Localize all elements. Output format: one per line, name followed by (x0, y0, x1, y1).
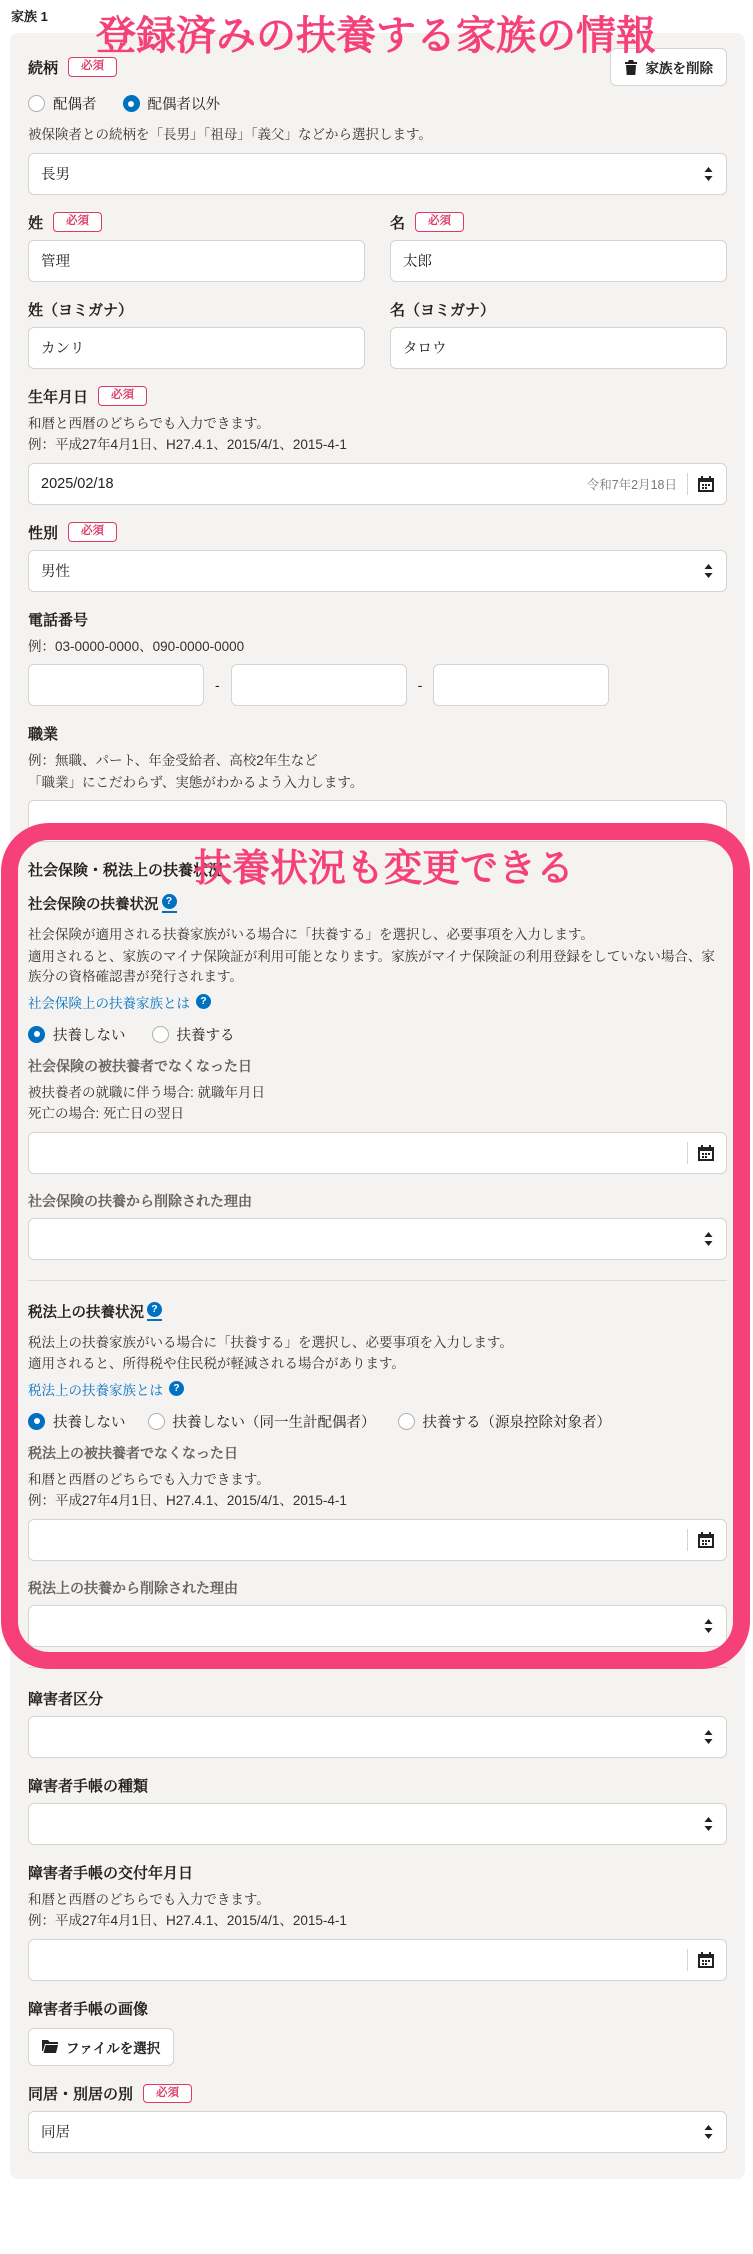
birth-date-label: 生年月日 (28, 388, 89, 406)
gender-field (28, 522, 727, 592)
disability-cert-date-help1: 和暦と西暦のどちらでも入力できます。 (28, 1891, 270, 1907)
radio-circle (152, 1026, 169, 1043)
tax-removal-reason-label: 税法上の扶養から削除された理由 (28, 1579, 238, 1596)
last-name-kana-input[interactable] (28, 327, 365, 369)
question-icon: ? (196, 994, 211, 1009)
occupation-field (28, 723, 727, 842)
radio-circle-checked (28, 1413, 45, 1430)
occupation-help2: 「職業」にこだわらず、実態がわかるよう入力します。 (28, 774, 364, 790)
calendar-icon[interactable] (698, 476, 714, 492)
phone-help: 例：03-0000-0000、090-0000-0000 (28, 638, 245, 654)
updown-icon (703, 1232, 714, 1246)
birth-date-field (28, 386, 727, 505)
radio-non-spouse[interactable]: 配偶者以外 (123, 93, 221, 114)
social-help1: 社会保険が適用される扶養家族がいる場合に「扶養する」を選択し、必要事項を入力します。 (28, 927, 594, 943)
gender-select[interactable]: 男性 (28, 550, 727, 592)
relationship-field (28, 48, 727, 195)
tax-status-label: 税法上の扶養状況 ? (28, 1301, 727, 1322)
radio-tax-yes[interactable]: 扶養する（源泉控除対象者） (398, 1411, 612, 1432)
phone-input-3[interactable] (433, 664, 609, 706)
updown-icon (703, 564, 714, 578)
family-section-heading: 家族 1 (11, 9, 48, 24)
disability-cert-image-label: 障害者手帳の画像 (28, 2000, 149, 2018)
social-removal-reason-select[interactable] (28, 1218, 727, 1260)
wareki-date-text: 令和7年2月18日 (586, 477, 677, 492)
tax-dependents-link[interactable]: 税法上の扶養家族とは ? (28, 1379, 727, 1399)
section-divider (28, 1280, 727, 1281)
disability-cert-type-label: 障害者手帳の種類 (28, 1777, 149, 1795)
radio-circle (398, 1413, 415, 1430)
tax-end-date-label: 税法上の被扶養者でなくなった日 (28, 1444, 238, 1461)
social-removal-reason-label: 社会保険の扶養から削除された理由 (28, 1192, 252, 1209)
disability-class-field (28, 1688, 727, 1758)
tax-radio-group (28, 1411, 727, 1432)
radio-tax-no-spouse[interactable]: 扶養しない（同一生計配偶者） (148, 1411, 376, 1432)
tax-end-date-help2: 例：平成27年4月1日、H27.4.1、2015/4/1、2015-4-1 (28, 1493, 347, 1509)
tax-help2: 適用されると、所得税や住民税が軽減される場合があります。 (28, 1356, 405, 1372)
tax-end-date-help1: 和暦と西暦のどちらでも入力できます。 (28, 1471, 270, 1487)
social-end-date-label: 社会保険の被扶養者でなくなった日 (28, 1057, 252, 1074)
disability-class-select[interactable] (28, 1716, 727, 1758)
question-icon: ? (169, 1381, 184, 1396)
social-removal-reason-field (28, 1191, 727, 1260)
birth-date-input[interactable]: 2025/02/18 令和7年2月18日 (28, 463, 727, 505)
social-radio-group (28, 1024, 727, 1045)
tax-end-date-input[interactable] (28, 1519, 727, 1561)
select-file-button[interactable]: ファイルを選択 (28, 2028, 174, 2066)
disability-cert-date-help2: 例：平成27年4月1日、H27.4.1、2015/4/1、2015-4-1 (28, 1913, 347, 1929)
social-insurance-status-label: 社会保険の扶養状況 ? (28, 893, 727, 914)
required-badge: 必須 (68, 57, 117, 77)
living-status-label: 同居・別居の別 (28, 2085, 134, 2103)
living-status-select[interactable]: 同居 (28, 2111, 727, 2153)
dependency-section-title: 社会保険・税法上の扶養状況 (28, 862, 224, 880)
disability-cert-type-select[interactable] (28, 1803, 727, 1845)
radio-circle (148, 1413, 165, 1430)
required-badge: 必須 (415, 212, 464, 232)
disability-cert-date-input[interactable] (28, 1939, 727, 1981)
first-name-kana-input[interactable] (390, 327, 727, 369)
disability-cert-image-field (28, 1998, 727, 2066)
trash-icon (624, 60, 638, 75)
tax-removal-reason-field (28, 1578, 727, 1647)
calendar-icon[interactable] (698, 1952, 714, 1968)
gender-label: 性別 (28, 524, 59, 542)
kana-fields (28, 299, 727, 369)
first-name-kana-label: 名（ヨミガナ） (390, 301, 496, 319)
occupation-input[interactable] (28, 800, 727, 842)
social-end-date-help1: 被扶養者の就職に伴う場合: 就職年月日 (28, 1084, 266, 1100)
radio-social-no[interactable]: 扶養しない (28, 1024, 126, 1045)
occupation-help1: 例：無職、パート、年金受給者、高校2年生など (28, 753, 318, 769)
required-badge: 必須 (98, 386, 147, 406)
updown-icon (703, 1817, 714, 1831)
tax-removal-reason-select[interactable] (28, 1605, 727, 1647)
question-icon[interactable]: ? (162, 894, 177, 909)
radio-circle-checked (28, 1026, 45, 1043)
tax-help1: 税法上の扶養家族がいる場合に「扶養する」を選択し、必要事項を入力します。 (28, 1334, 513, 1350)
folder-icon (42, 2040, 58, 2053)
annotation-registered-family-info: 登録済みの扶養する家族の情報 (96, 14, 656, 58)
question-icon[interactable]: ? (147, 1302, 162, 1317)
updown-icon (703, 1730, 714, 1744)
phone-input-2[interactable] (231, 664, 407, 706)
social-dependents-link[interactable]: 社会保険上の扶養家族とは ? (28, 992, 727, 1012)
updown-icon (703, 2125, 714, 2139)
disability-class-label: 障害者区分 (28, 1690, 104, 1708)
updown-icon (703, 167, 714, 181)
section-divider (28, 1667, 727, 1668)
phone-field (28, 609, 727, 707)
annotation-dependency-note: 扶養状況も変更できる (194, 848, 575, 891)
updown-icon (703, 1619, 714, 1633)
dependency-fieldset (28, 848, 727, 1647)
disability-cert-date-field (28, 1862, 727, 1981)
phone-label: 電話番号 (28, 611, 89, 629)
relationship-select[interactable]: 長男 (28, 153, 727, 195)
social-end-date-field (28, 1056, 727, 1174)
radio-social-yes[interactable]: 扶養する (152, 1024, 235, 1045)
last-name-label: 姓 (28, 214, 44, 232)
calendar-icon[interactable] (698, 1532, 714, 1548)
required-badge: 必須 (143, 2084, 192, 2104)
radio-circle-checked (123, 95, 140, 112)
family-card (10, 33, 745, 2179)
required-badge: 必須 (68, 522, 117, 542)
phone-inputs: - - (28, 664, 727, 706)
delete-family-button[interactable]: 家族を削除 (610, 48, 728, 86)
social-help2: 適用されると、家族のマイナ保険証が利用可能となります。家族がマイナ保険証の利用登録をしていない場合、家族分の資格確認書が発行されます。 (28, 948, 715, 985)
first-name-input[interactable] (390, 240, 727, 282)
phone-input-1[interactable] (28, 664, 204, 706)
birth-date-help2: 例：平成27年4月1日、H27.4.1、2015/4/1、2015-4-1 (28, 437, 347, 453)
relationship-help: 被保険者との続柄を「長男」「祖母」「義父」などから選択します。 (28, 127, 432, 142)
relationship-label: 続柄 (28, 59, 59, 77)
radio-circle (28, 95, 45, 112)
last-name-input[interactable] (28, 240, 365, 282)
radio-spouse[interactable]: 配偶者 (28, 93, 97, 114)
last-name-kana-label: 姓（ヨミガナ） (28, 301, 134, 319)
social-end-date-help2: 死亡の場合: 死亡日の翌日 (28, 1106, 185, 1122)
disability-cert-date-label: 障害者手帳の交付年月日 (28, 1864, 194, 1882)
name-fields (28, 212, 727, 282)
first-name-label: 名 (390, 214, 406, 232)
tax-end-date-field (28, 1443, 727, 1561)
birth-date-help1: 和暦と西暦のどちらでも入力できます。 (28, 415, 270, 431)
social-end-date-input[interactable] (28, 1132, 727, 1174)
required-badge: 必須 (53, 212, 102, 232)
relationship-radio-group (28, 93, 727, 114)
occupation-label: 職業 (28, 726, 59, 744)
calendar-icon[interactable] (698, 1145, 714, 1161)
disability-cert-type-field (28, 1775, 727, 1845)
living-status-field (28, 2083, 727, 2153)
radio-tax-no[interactable]: 扶養しない (28, 1411, 126, 1432)
